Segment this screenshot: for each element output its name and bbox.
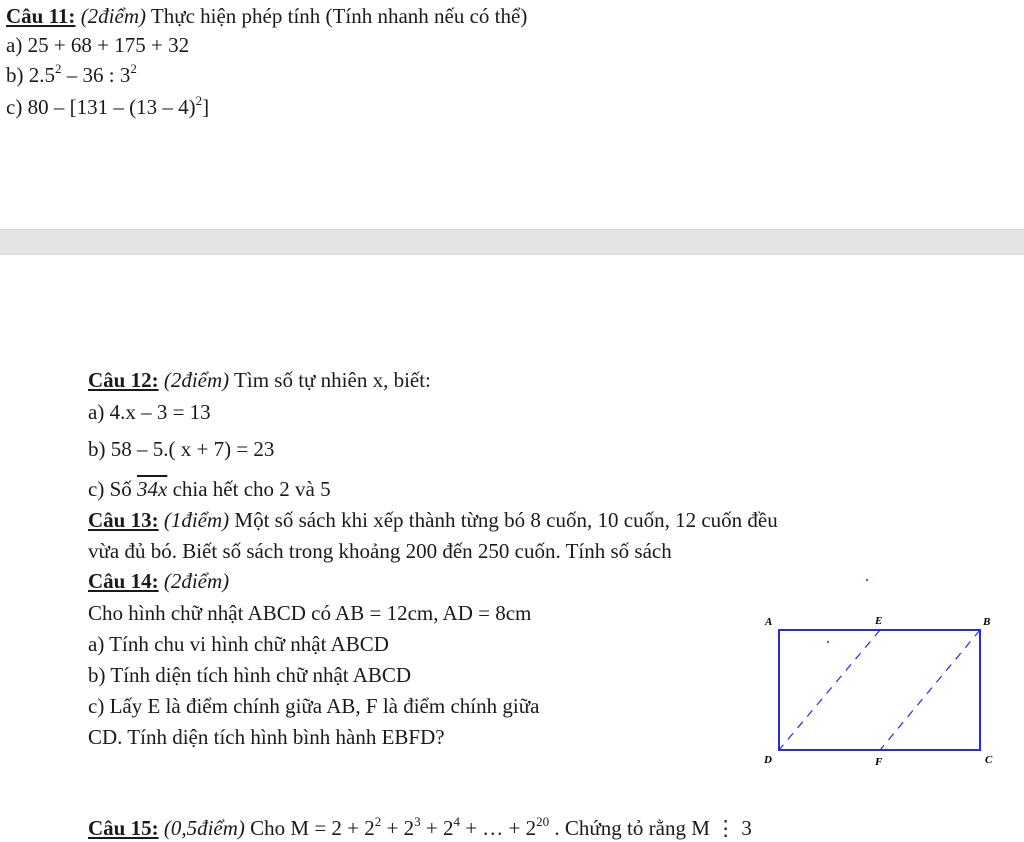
- label-d: D: [764, 754, 772, 766]
- question-13-line-2: vừa đủ bó. Biết số sách trong khoảng 200 đến 250 cuốn. Tính số sách: [88, 539, 672, 563]
- math-part: + 2: [420, 816, 454, 840]
- question-14-c-line-1: c) Lấy E là điểm chính giữa AB, F là điểm chính giữa: [88, 694, 540, 718]
- item-label: c): [6, 95, 23, 119]
- item-label: c) Số: [88, 477, 132, 501]
- question-14-heading: [88, 568, 229, 594]
- question-12-b: [88, 436, 274, 462]
- math-part: . Chứng tỏ rằng M ⋮ 3: [549, 816, 752, 840]
- math-expression: [250, 816, 752, 840]
- label-b: B: [983, 616, 991, 628]
- math-expression: [28, 95, 209, 119]
- math-expression: [29, 63, 137, 87]
- question-14-b: b) Tính diện tích hình chữ nhật ABCD: [88, 663, 412, 687]
- question-14-points: (2điểm): [163, 569, 230, 593]
- math-part: – 36 : 3: [61, 63, 131, 87]
- question-11-c: [6, 94, 209, 120]
- question-11-points: (2điểm): [80, 4, 146, 28]
- math-part: 80 – [131 – (13 – 4): [27, 95, 196, 119]
- question-12-a: [88, 399, 211, 425]
- question-12-number: Câu 12:: [88, 368, 159, 392]
- question-11-heading: [6, 3, 527, 29]
- exponent: 20: [536, 814, 550, 829]
- question-13-heading: [88, 507, 778, 533]
- math-expression: 25 + 68 + 175 + 32: [27, 33, 190, 57]
- exponent: 4: [453, 814, 460, 829]
- overlined-number: 34x: [137, 477, 168, 501]
- question-12-points: (2điểm): [163, 368, 230, 392]
- item-label: a): [88, 400, 105, 424]
- question-11-a: [6, 32, 189, 58]
- question-15-points: (0,5điểm): [163, 816, 245, 840]
- question-14-c-line-2: CD. Tính diện tích hình bình hành EBFD?: [88, 725, 445, 749]
- question-12-text: Tìm số tự nhiên x, biết:: [234, 368, 431, 392]
- item-label: b): [6, 63, 24, 87]
- math-part: Cho M = 2 + 2: [250, 816, 375, 840]
- question-13-number: Câu 13:: [88, 508, 159, 532]
- label-a: A: [765, 616, 773, 628]
- label-c: C: [985, 754, 993, 766]
- question-13-line-1: Một số sách khi xếp thành từng bó 8 cuốn, 10 cuốn, 12 cuốn đều: [234, 508, 778, 532]
- question-15-heading: [88, 815, 752, 841]
- math-part: + … + 2: [459, 816, 537, 840]
- question-13-points: (1điểm): [163, 508, 230, 532]
- question-14-a: a) Tính chu vi hình chữ nhật ABCD: [88, 632, 389, 656]
- exponent: 2: [374, 814, 382, 829]
- question-11-b: [6, 62, 137, 88]
- item-label: a): [6, 33, 23, 57]
- rectangle-abcd: [779, 630, 980, 750]
- stray-dot: [827, 641, 829, 643]
- math-expression: 58 – 5.( x + 7) = 23: [110, 437, 275, 461]
- question-12-c: [88, 476, 331, 502]
- question-12-heading: [88, 367, 431, 393]
- segment-bf: [880, 630, 980, 750]
- item-label: b): [88, 437, 106, 461]
- exponent: 2: [55, 61, 62, 76]
- question-11-number: Câu 11:: [6, 4, 76, 28]
- label-e: E: [875, 615, 883, 627]
- question-15-number: Câu 15:: [88, 816, 159, 840]
- rectangle-figure: [755, 605, 1005, 775]
- exponent: 2: [130, 61, 137, 76]
- stray-dot-top: [866, 579, 868, 581]
- label-f: F: [875, 756, 883, 768]
- math-part: + 2: [381, 816, 415, 840]
- exponent: 3: [414, 814, 421, 829]
- math-part: 2.5: [28, 63, 55, 87]
- math-part: ]: [202, 95, 210, 119]
- item-text: chia hết cho 2 và 5: [172, 477, 331, 501]
- question-14-intro: Cho hình chữ nhật ABCD có AB = 12cm, AD = 8cm: [88, 601, 532, 625]
- exponent: 2: [195, 93, 203, 108]
- question-11-text: Thực hiện phép tính (Tính nhanh nếu có thể): [150, 4, 528, 28]
- math-expression: 4.x – 3 = 13: [109, 400, 211, 424]
- page-separator: [0, 229, 1024, 255]
- segment-ed: [779, 630, 880, 750]
- question-14-number: Câu 14:: [88, 569, 159, 593]
